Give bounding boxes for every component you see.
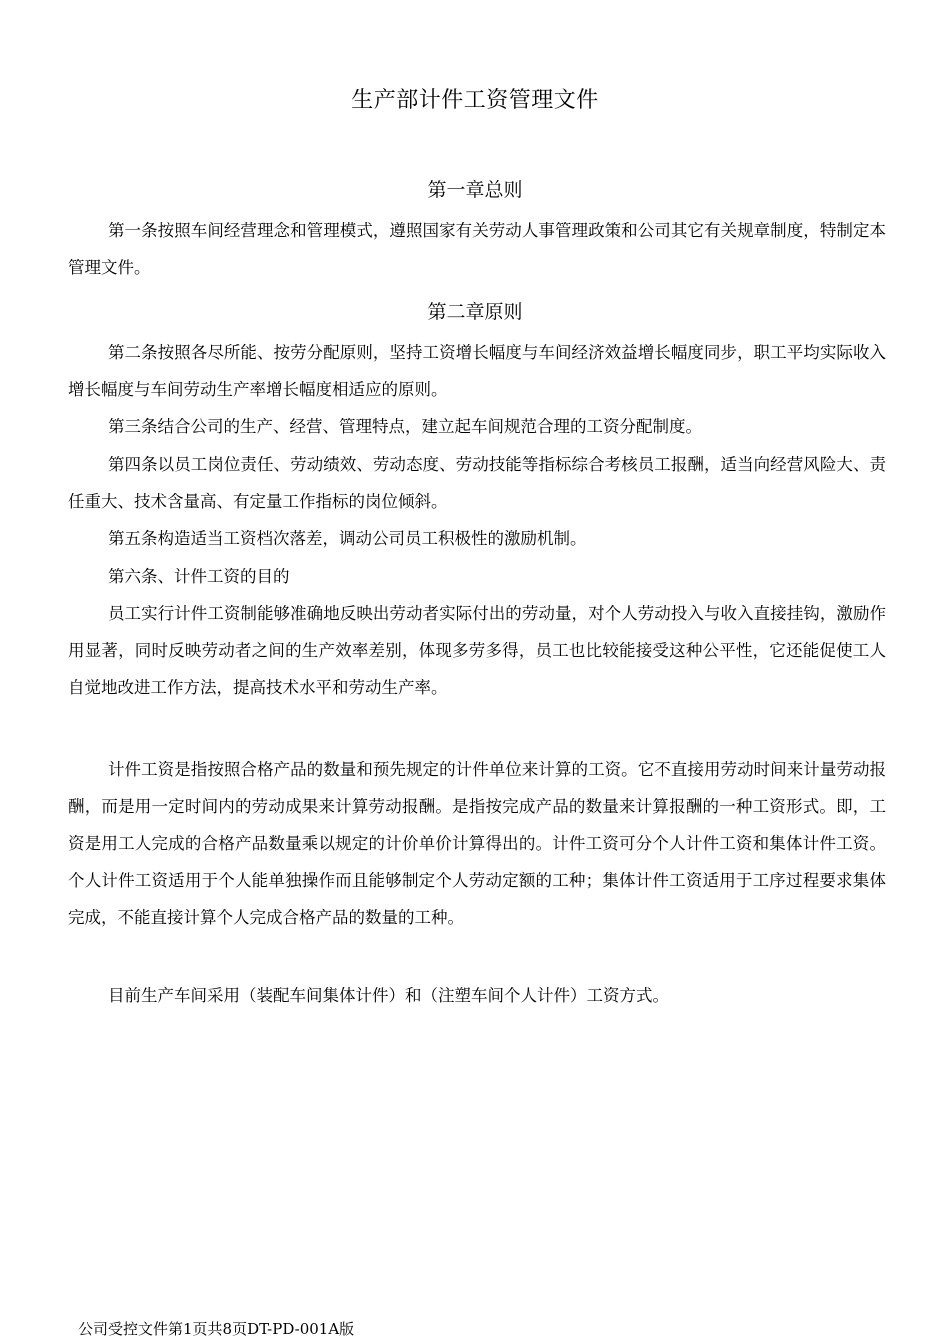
chapter-1-heading: 第一章总则 <box>427 179 523 201</box>
chapter-2-heading: 第二章原则 <box>427 301 523 323</box>
article-4: 第四条以员工岗位责任、劳动绩效、劳动态度、劳动技能等指标综合考核员工报酬，适当向经营风险大、责任重大、技术含量高、有定量工作指标的岗位倾斜。 <box>68 455 886 511</box>
article-6-heading: 第六条、计件工资的目的 <box>108 567 290 586</box>
definition-paragraph: 计件工资是指按照合格产品的数量和预先规定的计件单位来计算的工资。它不直接用劳动时间来计量劳动报酬，而是用一定时间内的劳动成果来计算劳动报酬。是指按完成产品的数量来计算报酬的一种工资形式。即，工资是用工人完成的合格产品数量乘以规定的计价单价计算得出的。计件工资可分个人计件工资和集体计件工资。个人计件工资适用于个人能单独操作而且能够制定个人劳动定额的工种；集体计件工资适用于工序过程要求集体完成，不能直接计算个人完成合格产品的数量的工种。 <box>68 760 886 927</box>
article-1: 第一条按照车间经营理念和管理模式，遵照国家有关劳动人事管理政策和公司其它有关规章制度，特制定本管理文件。 <box>68 221 886 277</box>
article-5: 第五条构造适当工资档次落差，调动公司员工积极性的激励机制。 <box>108 529 587 548</box>
article-6-body: 员工实行计件工资制能够准确地反映出劳动者实际付出的劳动量，对个人劳动投入与收入直接挂钩，激励作用显著，同时反映劳动者之间的生产效率差别，体现多劳多得，员工也比较能接受这种公平性，它还能促使工人自觉地改进工作方法，提高技术水平和劳动生产率。 <box>68 604 886 697</box>
current-practice-paragraph: 目前生产车间采用（装配车间集体计件）和（注塑车间个人计件）工资方式。 <box>108 986 669 1005</box>
page-footer: 公司受控文件第1页共8页DT-PD-001A版 <box>78 1320 355 1338</box>
document-title: 生产部计件工资管理文件 <box>351 88 599 113</box>
article-3: 第三条结合公司的生产、经营、管理特点，建立起车间规范合理的工资分配制度。 <box>108 417 702 436</box>
article-2: 第二条按照各尽所能、按劳分配原则，坚持工资增长幅度与车间经济效益增长幅度同步，职工平均实际收入增长幅度与车间劳动生产率增长幅度相适应的原则。 <box>68 343 886 399</box>
